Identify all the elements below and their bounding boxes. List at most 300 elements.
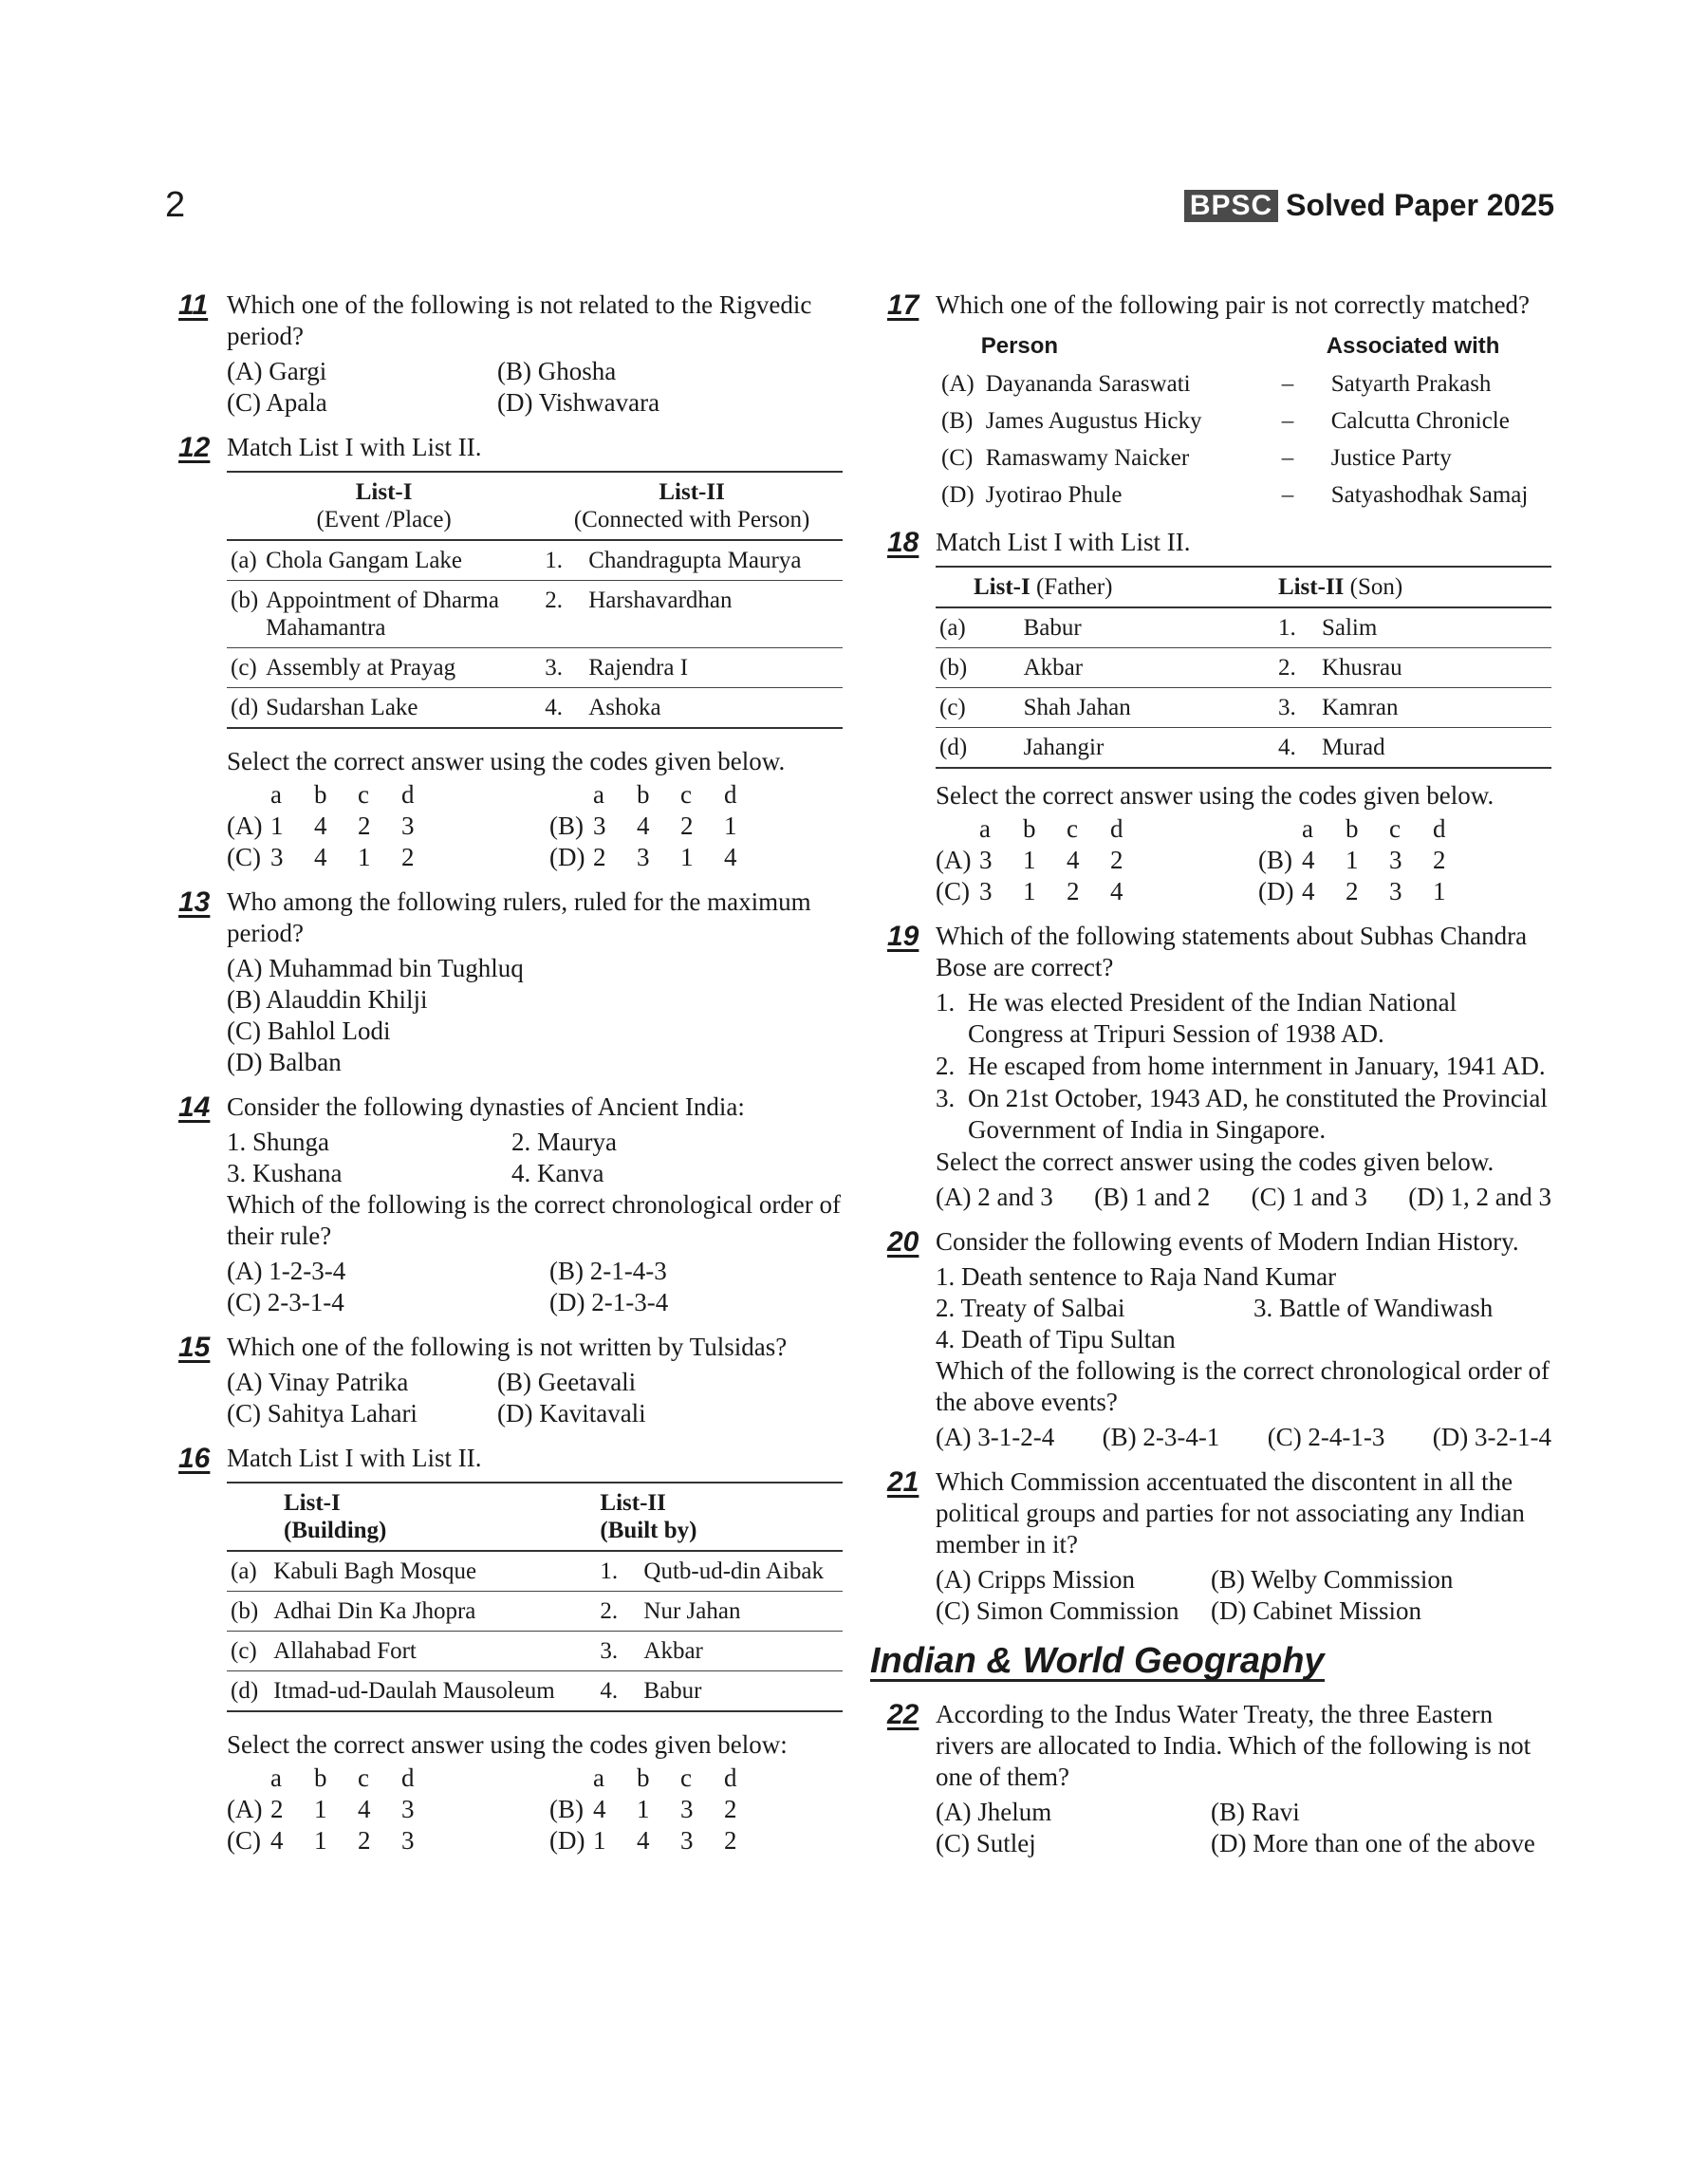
option-b: (B) Ghosha [497,357,617,385]
code-cell: 2 [1067,877,1080,905]
question-number: 12 [178,432,211,463]
code-option [227,811,549,842]
row-letter: (D) [941,482,975,508]
event-item: 3. Battle of Wandiwash [1253,1294,1494,1322]
list-ii-item: Babur [643,1678,702,1704]
code-cell: a [1302,814,1313,843]
list-i-item: Appointment of Dharma Mahamantra [266,588,499,641]
code-cell: a [593,1763,604,1792]
option-a: (A) 3-1-2-4 [936,1423,1055,1451]
row-letter: (d) [231,695,259,720]
question-text: Which one of the following is not related to the Rigvedic period? [227,290,812,350]
option-a: (A) Jhelum [936,1798,1052,1826]
event-item: 1. Death sentence to Raja Nand Kumar [936,1262,1337,1291]
list-ii-heading: List-II [1277,574,1345,600]
event-item: 2. Treaty of Salbai [936,1294,1125,1322]
left-column [178,289,843,1870]
associated-with: Calcutta Chronicle [1330,408,1510,434]
statement-text: He escaped from home internment in January, 1941 AD. [968,1052,1546,1080]
code-cell: (D) [549,1826,585,1855]
list-ii-item: Ashoka [588,695,661,720]
code-cell: 4 [593,1795,606,1823]
list-ii-item: Akbar [643,1638,703,1664]
code-cell: a [270,1763,282,1792]
person: Ramaswamy Naicker [985,445,1190,471]
row-letter: (d) [939,735,968,760]
page-header [1184,188,1554,223]
row-letter: (c) [939,695,966,720]
question-text: Which one of the following pair is not correctly matched? [936,290,1531,319]
code-cell: 2 [1433,846,1446,874]
list-i-item: Kabuli Bagh Mosque [273,1558,477,1584]
question-21 [887,1466,1551,1627]
list-ii-subheading: (Connected with Person) [573,507,810,532]
code-cell: 1 [680,843,694,871]
code-cell: (C) [227,843,261,871]
question-subtext: Which of the following is the correct chronological order of their rule? [227,1190,842,1250]
list-i-item: Sudarshan Lake [266,695,418,720]
match-table [936,566,1551,769]
code-cell: 1 [1023,846,1036,874]
person: Jyotirao Phule [985,482,1123,508]
row-number: 4. [600,1678,619,1704]
question-16 [178,1443,843,1856]
code-option [936,845,1258,876]
list-i-subheading: (Father) [1030,574,1113,600]
code-cell: (C) [227,1826,261,1855]
list-i-item: Adhai Din Ka Jhopra [273,1598,476,1624]
code-cell: 4 [1302,846,1315,874]
associated-heading: Associated with [1326,333,1500,359]
dash: – [1281,482,1294,508]
code-cell: 2 [1110,846,1123,874]
option-b: (B) Welby Commission [1211,1565,1454,1594]
question-text: Which one of the following is not written by Tulsidas? [227,1333,788,1361]
option-d: (D) Vishwavara [497,388,660,417]
statement-text: On 21st October, 1943 AD, he constituted the Provincial Government of India in Singapore. [968,1084,1548,1144]
code-cell: 1 [637,1795,650,1823]
row-number: 3. [600,1638,619,1664]
code-cell [549,1763,593,1794]
code-cell: 3 [401,1795,415,1823]
table-row [227,581,843,648]
option-d: (D) 2-1-3-4 [549,1288,669,1316]
row-number: 4. [545,695,563,720]
table-row [936,607,1551,648]
code-cell: 1 [593,1826,606,1855]
option-b: (B) Alauddin Khilji [227,985,428,1014]
code-cell: 2 [724,1826,737,1855]
code-cell: 4 [1302,877,1315,905]
question-number: 11 [178,289,209,321]
option-a: (A) Muhammad bin Tughluq [227,954,524,982]
code-cell: b [1023,814,1036,843]
question-number: 15 [178,1332,211,1363]
code-cell [1258,813,1302,845]
question-text: Which Commission accentuated the discontent in all the political groups and parties for not associating any Indian member in it? [936,1467,1525,1558]
codes-intro: Select the correct answer using the codes given below: [227,1730,788,1759]
option-c: (C) Sutlej [936,1829,1036,1857]
question-text: Match List I with List II. [227,1444,482,1472]
dash: – [1281,408,1294,434]
code-cell: c [1067,814,1078,843]
code-option [1258,876,1581,907]
table-row [936,648,1551,688]
code-cell: 4 [1067,846,1080,874]
option-c: (C) 1 and 3 [1251,1183,1367,1211]
code-header [227,1763,549,1794]
code-cell: b [1346,814,1359,843]
option-c: (C) Simon Commission [936,1596,1179,1625]
list-i-subheading: (Event /Place) [316,507,452,532]
option-a: (A) Gargi [227,357,327,385]
event-item: 4. Death of Tipu Sultan [936,1325,1176,1353]
question-number: 19 [887,921,919,952]
person: Dayananda Saraswati [985,371,1191,397]
code-cell: 3 [401,812,415,840]
option-c: (C) Sahitya Lahari [227,1399,418,1427]
question-text: Which of the following statements about Subhas Chandra Bose are correct? [936,922,1528,981]
list-ii-heading: List-II [600,1490,666,1516]
list-ii-subheading: (Built by) [600,1518,697,1543]
dynasty-item: 2. Maurya [511,1128,617,1156]
statement-number: 1. [936,988,956,1017]
question-20 [887,1226,1551,1453]
code-cell: 1 [358,843,371,871]
row-number: 2. [1277,655,1296,681]
dynasty-item: 3. Kushana [227,1159,343,1187]
code-cell: (B) [1258,846,1292,874]
option-b: (B) Ravi [1211,1798,1300,1826]
code-cell: 4 [358,1795,371,1823]
person: James Augustus Hicky [985,408,1202,434]
option-b: (B) 2-3-4-1 [1102,1423,1220,1451]
dynasty-item: 1. Shunga [227,1128,329,1156]
code-header [227,779,549,811]
question-number: 20 [887,1226,919,1258]
table-row [227,648,843,688]
question-number: 13 [178,886,211,918]
statement [936,987,1551,1050]
option-a: (A) Cripps Mission [936,1565,1136,1594]
statement-number: 3. [936,1084,956,1112]
list-i-item: Akbar [1023,655,1084,681]
option-d: (D) Cabinet Mission [1211,1596,1421,1625]
code-cell: d [401,780,415,809]
page-number: 2 [165,185,186,225]
list-i-item: Assembly at Prayag [266,655,456,681]
code-cell: c [680,780,692,809]
row-number: 1. [600,1558,619,1584]
question-11 [178,289,843,419]
code-option [549,1794,872,1825]
list-i-heading: List-I [355,479,413,505]
statement [936,1051,1551,1082]
code-cell: 3 [680,1826,694,1855]
exam-badge: BPSC [1184,190,1278,222]
row-letter: (c) [231,655,257,681]
question-12 [178,432,843,873]
question-number: 14 [178,1092,211,1123]
statement-number: 2. [936,1052,956,1080]
code-cell [227,779,270,811]
table-row [227,1632,843,1671]
code-cell: (A) [227,1795,263,1823]
option-a: (A) 1-2-3-4 [227,1257,346,1285]
question-17 [887,289,1551,513]
list-ii-item: Chandragupta Maurya [588,548,802,573]
option-b: (B) 2-1-4-3 [549,1257,667,1285]
table-row [936,439,1533,476]
table-row [227,1592,843,1632]
list-i-item: Jahangir [1023,735,1105,760]
list-i-item: Shah Jahan [1023,695,1131,720]
code-cell: 2 [593,843,606,871]
code-cell: 1 [1023,877,1036,905]
statement [936,1083,1551,1146]
dash: – [1281,371,1294,397]
list-ii-item: Kamran [1321,695,1399,720]
list-i-item: Allahabad Fort [273,1638,417,1664]
row-number: 2. [600,1598,619,1624]
code-cell: 1 [270,812,284,840]
question-text: Match List I with List II. [936,528,1191,556]
row-number: 4. [1277,735,1296,760]
table-row [936,476,1533,513]
table-row [227,540,843,581]
table-row [227,688,843,729]
code-option [1258,845,1581,876]
code-header [1258,813,1581,845]
code-option [549,1825,872,1856]
code-cell: 2 [680,812,694,840]
code-cell [549,779,593,811]
code-cell: b [637,780,650,809]
option-c: (C) 2-4-1-3 [1267,1423,1385,1451]
code-option [227,1825,549,1856]
code-cell: d [401,1763,415,1792]
code-cell: c [680,1763,692,1792]
code-cell: d [1110,814,1123,843]
row-number: 1. [545,548,563,573]
row-letter: (b) [231,1598,259,1624]
row-letter: (A) [941,371,975,397]
code-cell: 2 [270,1795,284,1823]
code-option [549,842,872,873]
list-ii-heading: List-II [659,479,725,505]
row-number: 3. [545,655,563,681]
code-header [549,1763,872,1794]
question-text: Match List I with List II. [227,433,482,461]
question-text: According to the Indus Water Treaty, the three Eastern rivers are allocated to India. Which of the following is not one of them? [936,1700,1532,1791]
dash: – [1281,445,1294,471]
code-cell: b [314,1763,327,1792]
row-letter: (c) [231,1638,257,1664]
code-cell: b [637,1763,650,1792]
question-number: 18 [887,527,919,558]
list-i-heading: List-I [284,1490,341,1516]
list-ii-subheading: (Son) [1344,574,1403,600]
code-cell: 3 [1389,877,1402,905]
code-cell: (C) [936,877,970,905]
table-row [227,1551,843,1592]
list-i-heading: List-I [974,574,1030,600]
row-number: 1. [1277,615,1296,641]
question-19 [887,921,1551,1213]
code-cell: 4 [314,812,327,840]
person-heading: Person [980,333,1059,359]
answer-codes [227,779,843,873]
list-i-item: Chola Gangam Lake [266,548,463,573]
code-cell: c [1389,814,1401,843]
question-number: 16 [178,1443,211,1474]
code-cell: c [358,1763,369,1792]
code-cell: a [270,780,282,809]
code-cell: (A) [936,846,972,874]
code-cell: 1 [314,1826,327,1855]
code-cell: (B) [549,812,584,840]
code-header [549,779,872,811]
row-number: 2. [545,588,563,613]
list-ii-item: Murad [1321,735,1385,760]
option-c: (C) 2-3-1-4 [227,1288,344,1316]
code-cell: b [314,780,327,809]
row-letter: (b) [231,588,259,613]
code-cell: 3 [593,812,606,840]
pair-table [936,327,1533,513]
code-cell: 2 [401,843,415,871]
row-letter: (a) [939,615,966,641]
table-row [936,365,1533,402]
code-cell: 4 [724,843,737,871]
code-cell: (D) [1258,877,1294,905]
list-i-item: Itmad-ud-Daulah Mausoleum [273,1678,555,1704]
code-cell: 2 [1346,877,1359,905]
code-cell: 2 [358,812,371,840]
option-b: (B) Geetavali [497,1368,637,1396]
statement-text: He was elected President of the Indian National Congress at Tripuri Session of 1938 AD. [968,988,1457,1048]
code-cell: a [593,780,604,809]
question-text: Consider the following events of Modern Indian History. [936,1227,1519,1256]
table-row [227,1671,843,1712]
question-number: 21 [887,1466,919,1498]
section-heading: Indian & World Geography [870,1641,1325,1681]
code-cell: 2 [358,1826,371,1855]
code-cell: 4 [270,1826,284,1855]
row-letter: (a) [231,1558,257,1584]
list-ii-item: Harshavardhan [588,588,733,613]
option-b: (B) 1 and 2 [1094,1183,1211,1211]
question-22 [887,1699,1551,1859]
code-cell: 3 [637,843,650,871]
code-cell: 3 [270,843,284,871]
code-cell: 3 [1389,846,1402,874]
codes-intro: Select the correct answer using the codes given below. [227,747,786,775]
code-cell: 3 [979,846,993,874]
code-cell: 3 [680,1795,694,1823]
table-row [936,688,1551,728]
question-number: 17 [887,289,919,321]
code-cell: 1 [314,1795,327,1823]
codes-intro: Select the correct answer using the codes given below. [936,781,1494,810]
code-cell: d [1433,814,1446,843]
code-cell: a [979,814,991,843]
option-a: (A) 2 and 3 [936,1183,1053,1211]
list-ii-item: Salim [1321,615,1378,641]
answer-codes [936,813,1551,907]
question-18 [887,527,1551,907]
associated-with: Satyarth Prakash [1330,371,1492,397]
option-c: (C) Bahlol Lodi [227,1017,391,1045]
code-cell: 4 [637,1826,650,1855]
paper-title: Solved Paper 2025 [1286,188,1554,222]
code-cell: 1 [1433,877,1446,905]
code-cell: 1 [1346,846,1359,874]
row-number: 3. [1277,695,1296,720]
code-option [227,842,549,873]
table-row [936,402,1533,439]
code-cell: (A) [227,812,263,840]
code-cell: 3 [401,1826,415,1855]
list-ii-item: Khusrau [1321,655,1402,681]
code-cell: (B) [549,1795,584,1823]
code-cell: 4 [1110,877,1123,905]
table-row [936,728,1551,769]
row-letter: (C) [941,445,974,471]
code-cell [936,813,979,845]
option-a: (A) Vinay Patrika [227,1368,409,1396]
row-letter: (d) [231,1678,259,1704]
question-13 [178,886,843,1078]
code-cell: 1 [724,812,737,840]
option-c: (C) Apala [227,388,327,417]
code-cell: c [358,780,369,809]
code-cell: (D) [549,843,585,871]
code-cell: 3 [979,877,993,905]
list-ii-item: Nur Jahan [643,1598,741,1624]
right-column [870,289,1551,1873]
code-cell [227,1763,270,1794]
code-option [227,1794,549,1825]
list-ii-item: Qutb-ud-din Aibak [643,1558,824,1584]
question-number: 22 [887,1699,919,1730]
code-option [936,876,1258,907]
row-letter: (a) [231,548,257,573]
code-header [936,813,1258,845]
code-cell: d [724,780,737,809]
code-cell: 4 [314,843,327,871]
code-cell: d [724,1763,737,1792]
option-d: (D) Balban [227,1048,342,1076]
code-cell: 2 [724,1795,737,1823]
option-d: (D) More than one of the above [1211,1829,1535,1857]
question-text: Who among the following rulers, ruled for the maximum period? [227,887,811,947]
code-option [549,811,872,842]
option-d: (D) 1, 2 and 3 [1408,1183,1551,1211]
match-table [227,1482,843,1712]
answer-codes [227,1763,843,1856]
question-14 [178,1092,843,1318]
row-letter: (b) [939,655,968,681]
option-d: (D) Kavitavali [497,1399,646,1427]
question-15 [178,1332,843,1429]
question-subtext: Select the correct answer using the codes given below. [936,1147,1494,1176]
option-d: (D) 3-2-1-4 [1432,1423,1551,1451]
list-ii-item: Rajendra I [588,655,689,681]
associated-with: Justice Party [1330,445,1452,471]
match-table [227,471,843,729]
associated-with: Satyashodhak Samaj [1330,482,1529,508]
